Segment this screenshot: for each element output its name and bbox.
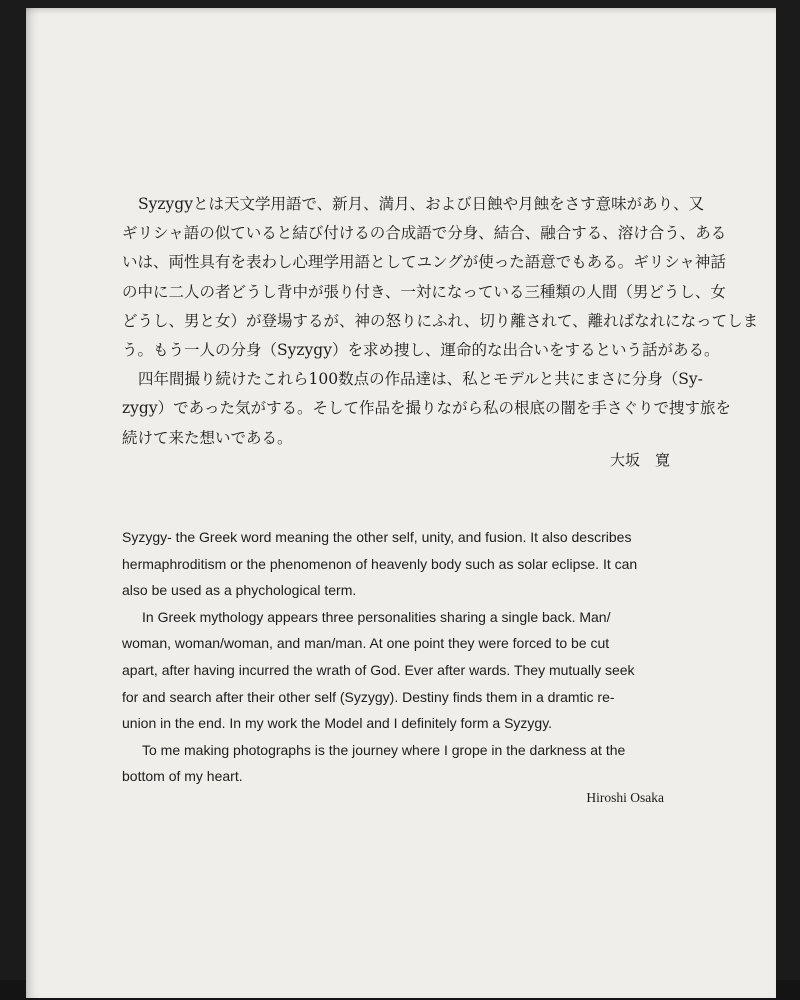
english-line: hermaphroditism or the phenomenon of heavenly body such as solar eclipse. It can bbox=[122, 555, 638, 572]
japanese-line: 四年間撮り続けたこれら100数点の作品達は、私とモデルと共にまさに分身（Sy- bbox=[138, 370, 703, 389]
japanese-line: zygy）であった気がする。そして作品を撮りながら私の根底の闇を手さぐりで捜す旅を bbox=[122, 399, 731, 418]
japanese-line: いは、両性具有を表わし心理学用語としてユングが使った語意でもある。ギリシャ神話 bbox=[122, 253, 726, 272]
japanese-line: ギリシャ語の似ていると結び付けるの合成語で分身、結合、融合する、溶け合う、ある bbox=[122, 224, 727, 243]
english-line: union in the end. In my work the Model and I definitely form a Syzygy. bbox=[122, 715, 553, 732]
english-line: Syzygy- the Greek word meaning the other self, unity, and fusion. It also describes bbox=[122, 529, 632, 545]
english-line: also be used as a phychological term. bbox=[122, 582, 357, 599]
english-author: Hiroshi Osaka bbox=[586, 789, 664, 805]
japanese-line: の中に二人の者どうし背中が張り付き、一対になっている三種類の人間（男どうし、女 bbox=[122, 282, 726, 301]
japanese-line: 続けて来た想いである。 bbox=[122, 428, 293, 447]
japanese-line: どうし、男と女）が登場するが、神の怒りにふれ、切り離されて、離ればなれになってしま bbox=[122, 311, 759, 330]
english-line: In Greek mythology appears three personalities sharing a single back. Man/ bbox=[142, 608, 611, 625]
english-line: for and search after their other self (Syzygy). Destiny finds them in a dramtic re- bbox=[122, 688, 615, 705]
english-line: bottom of my heart. bbox=[122, 768, 243, 785]
japanese-text-block bbox=[122, 190, 759, 473]
japanese-author: 大坂 寛 bbox=[609, 450, 670, 469]
english-line: woman, woman/woman, and man/man. At one point they were forced to be cut bbox=[122, 635, 610, 652]
book-page bbox=[26, 8, 776, 998]
english-text-block bbox=[122, 524, 682, 810]
japanese-line: う。もう一人の分身（Syzygy）を求め捜し、運命的な出合いをするという話がある。 bbox=[122, 340, 720, 359]
english-line: apart, after having incurred the wrath of God. Ever after wards. They mutually seek bbox=[122, 661, 635, 678]
japanese-line: Syzygyとは天文学用語で、新月、満月、および日蝕や月蝕をさす意味があり、又 bbox=[138, 195, 705, 213]
english-line: To me making photographs is the journey where I grope in the darkness at the bbox=[142, 741, 626, 758]
